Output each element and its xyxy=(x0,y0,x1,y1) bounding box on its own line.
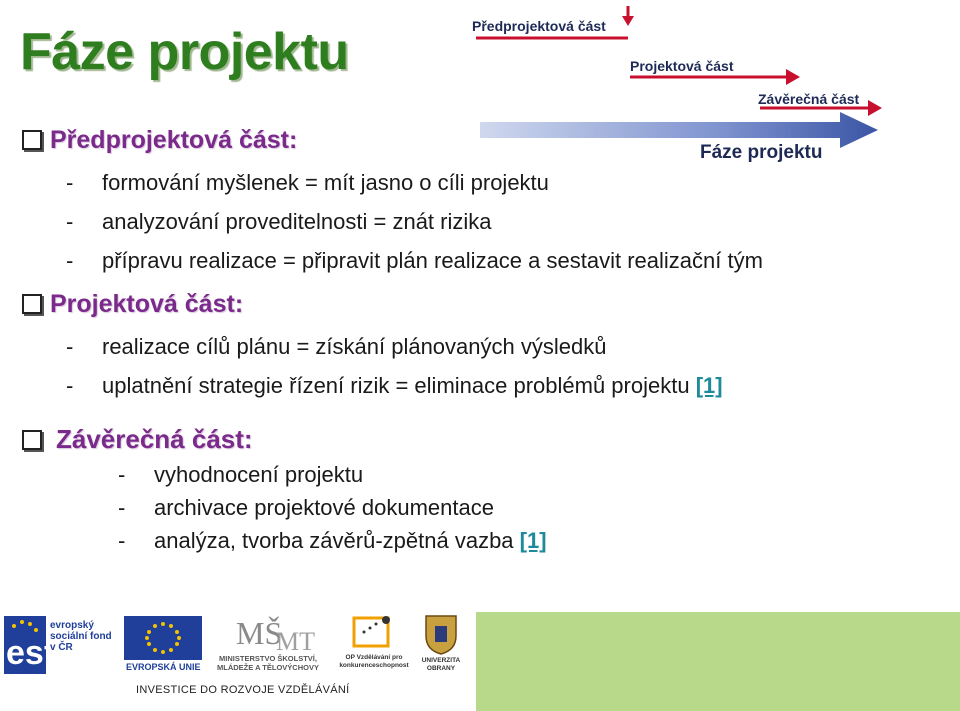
eu-flag-icon xyxy=(124,616,202,660)
step-arrow-2-head xyxy=(786,69,800,85)
diagram-label-phase1: Předprojektová část xyxy=(472,18,606,34)
investice-tagline: INVESTICE DO ROZVOJE VZDĚLÁVÁNÍ xyxy=(136,684,350,696)
list-item-text: přípravu realizace = připravit plán realizace a sestavit realizační tým xyxy=(102,248,763,273)
list-item xyxy=(66,334,606,360)
eu-logo-text: EVROPSKÁ UNIE xyxy=(126,662,201,672)
dash-bullet: - xyxy=(66,373,74,398)
list-item xyxy=(66,373,723,399)
list-item-text: uplatnění strategie řízení rizik = eliminace problémů projektu xyxy=(102,373,690,398)
msmt-logo-text: MINISTERSTVO ŠKOLSTVÍ, MLÁDEŽE A TĚLOVÝCHOVY xyxy=(217,654,319,672)
checkbox-bullet-icon xyxy=(22,294,42,314)
msmt-logo-icon xyxy=(206,612,330,652)
svg-text:esf: esf xyxy=(6,634,56,672)
phase-diagram xyxy=(470,0,890,170)
dash-bullet: - xyxy=(66,209,74,234)
list-item xyxy=(118,528,547,554)
list-item-text: archivace projektové dokumentace xyxy=(154,495,494,520)
university-logo xyxy=(418,612,464,674)
diagram-label-phase3: Závěrečná část xyxy=(758,91,860,107)
checkbox-bullet-icon xyxy=(22,130,42,150)
dash-bullet: - xyxy=(66,334,74,359)
list-item xyxy=(118,495,494,521)
list-item xyxy=(66,209,492,235)
dash-bullet: - xyxy=(118,528,126,553)
section-heading-project xyxy=(22,290,243,319)
university-logo-text: UNIVERZITA OBRANY xyxy=(421,657,461,672)
op-logo xyxy=(334,612,414,674)
list-item xyxy=(66,170,549,196)
list-item xyxy=(118,462,363,488)
step-arrow-3-head xyxy=(868,100,882,116)
op-logo-text: OP Vzdělávání pro konkurenceschopnost xyxy=(339,654,409,669)
svg-text:MT: MT xyxy=(276,627,315,652)
reference-link[interactable]: [1] xyxy=(695,373,723,398)
dash-bullet: - xyxy=(66,248,74,273)
diagram-caption: Fáze projektu xyxy=(700,142,823,163)
list-item-text: vyhodnocení projektu xyxy=(154,462,364,487)
dash-bullet: - xyxy=(66,170,74,195)
step-arrow-1-head xyxy=(622,16,634,26)
list-item xyxy=(66,248,763,274)
list-item-text: formování myšlenek = mít jasno o cíli projektu xyxy=(102,170,549,195)
msmt-logo xyxy=(206,612,330,674)
op-logo-icon xyxy=(334,612,414,652)
eu-logo xyxy=(124,616,202,674)
svg-text:MŠ: MŠ xyxy=(236,615,283,651)
dash-bullet: - xyxy=(118,495,126,520)
list-item-text: realizace cílů plánu = získání plánovaných výsledků xyxy=(102,334,607,359)
section-heading-text: Závěrečná část: xyxy=(56,424,253,454)
footer-green-band xyxy=(476,612,960,711)
esf-logo xyxy=(4,616,116,674)
dash-bullet: - xyxy=(118,462,126,487)
reference-link[interactable]: [1] xyxy=(519,528,547,553)
university-crest-icon xyxy=(418,612,464,656)
list-item-text: analýza, tvorba závěrů-zpětná vazba xyxy=(154,528,514,553)
esf-logo-text: evropský sociální fond v ČR xyxy=(50,620,112,653)
section-heading-final xyxy=(22,424,253,455)
list-item-text: analyzování proveditelnosti = znát rizika xyxy=(102,209,492,234)
slide-title: Fáze projektu xyxy=(20,23,349,81)
section-heading-preproject xyxy=(22,126,297,155)
section-heading-text: Projektová část: xyxy=(50,290,244,318)
diagram-label-phase2: Projektová část xyxy=(630,58,734,74)
checkbox-bullet-icon xyxy=(22,430,42,450)
section-heading-text: Předprojektová část: xyxy=(50,126,298,154)
